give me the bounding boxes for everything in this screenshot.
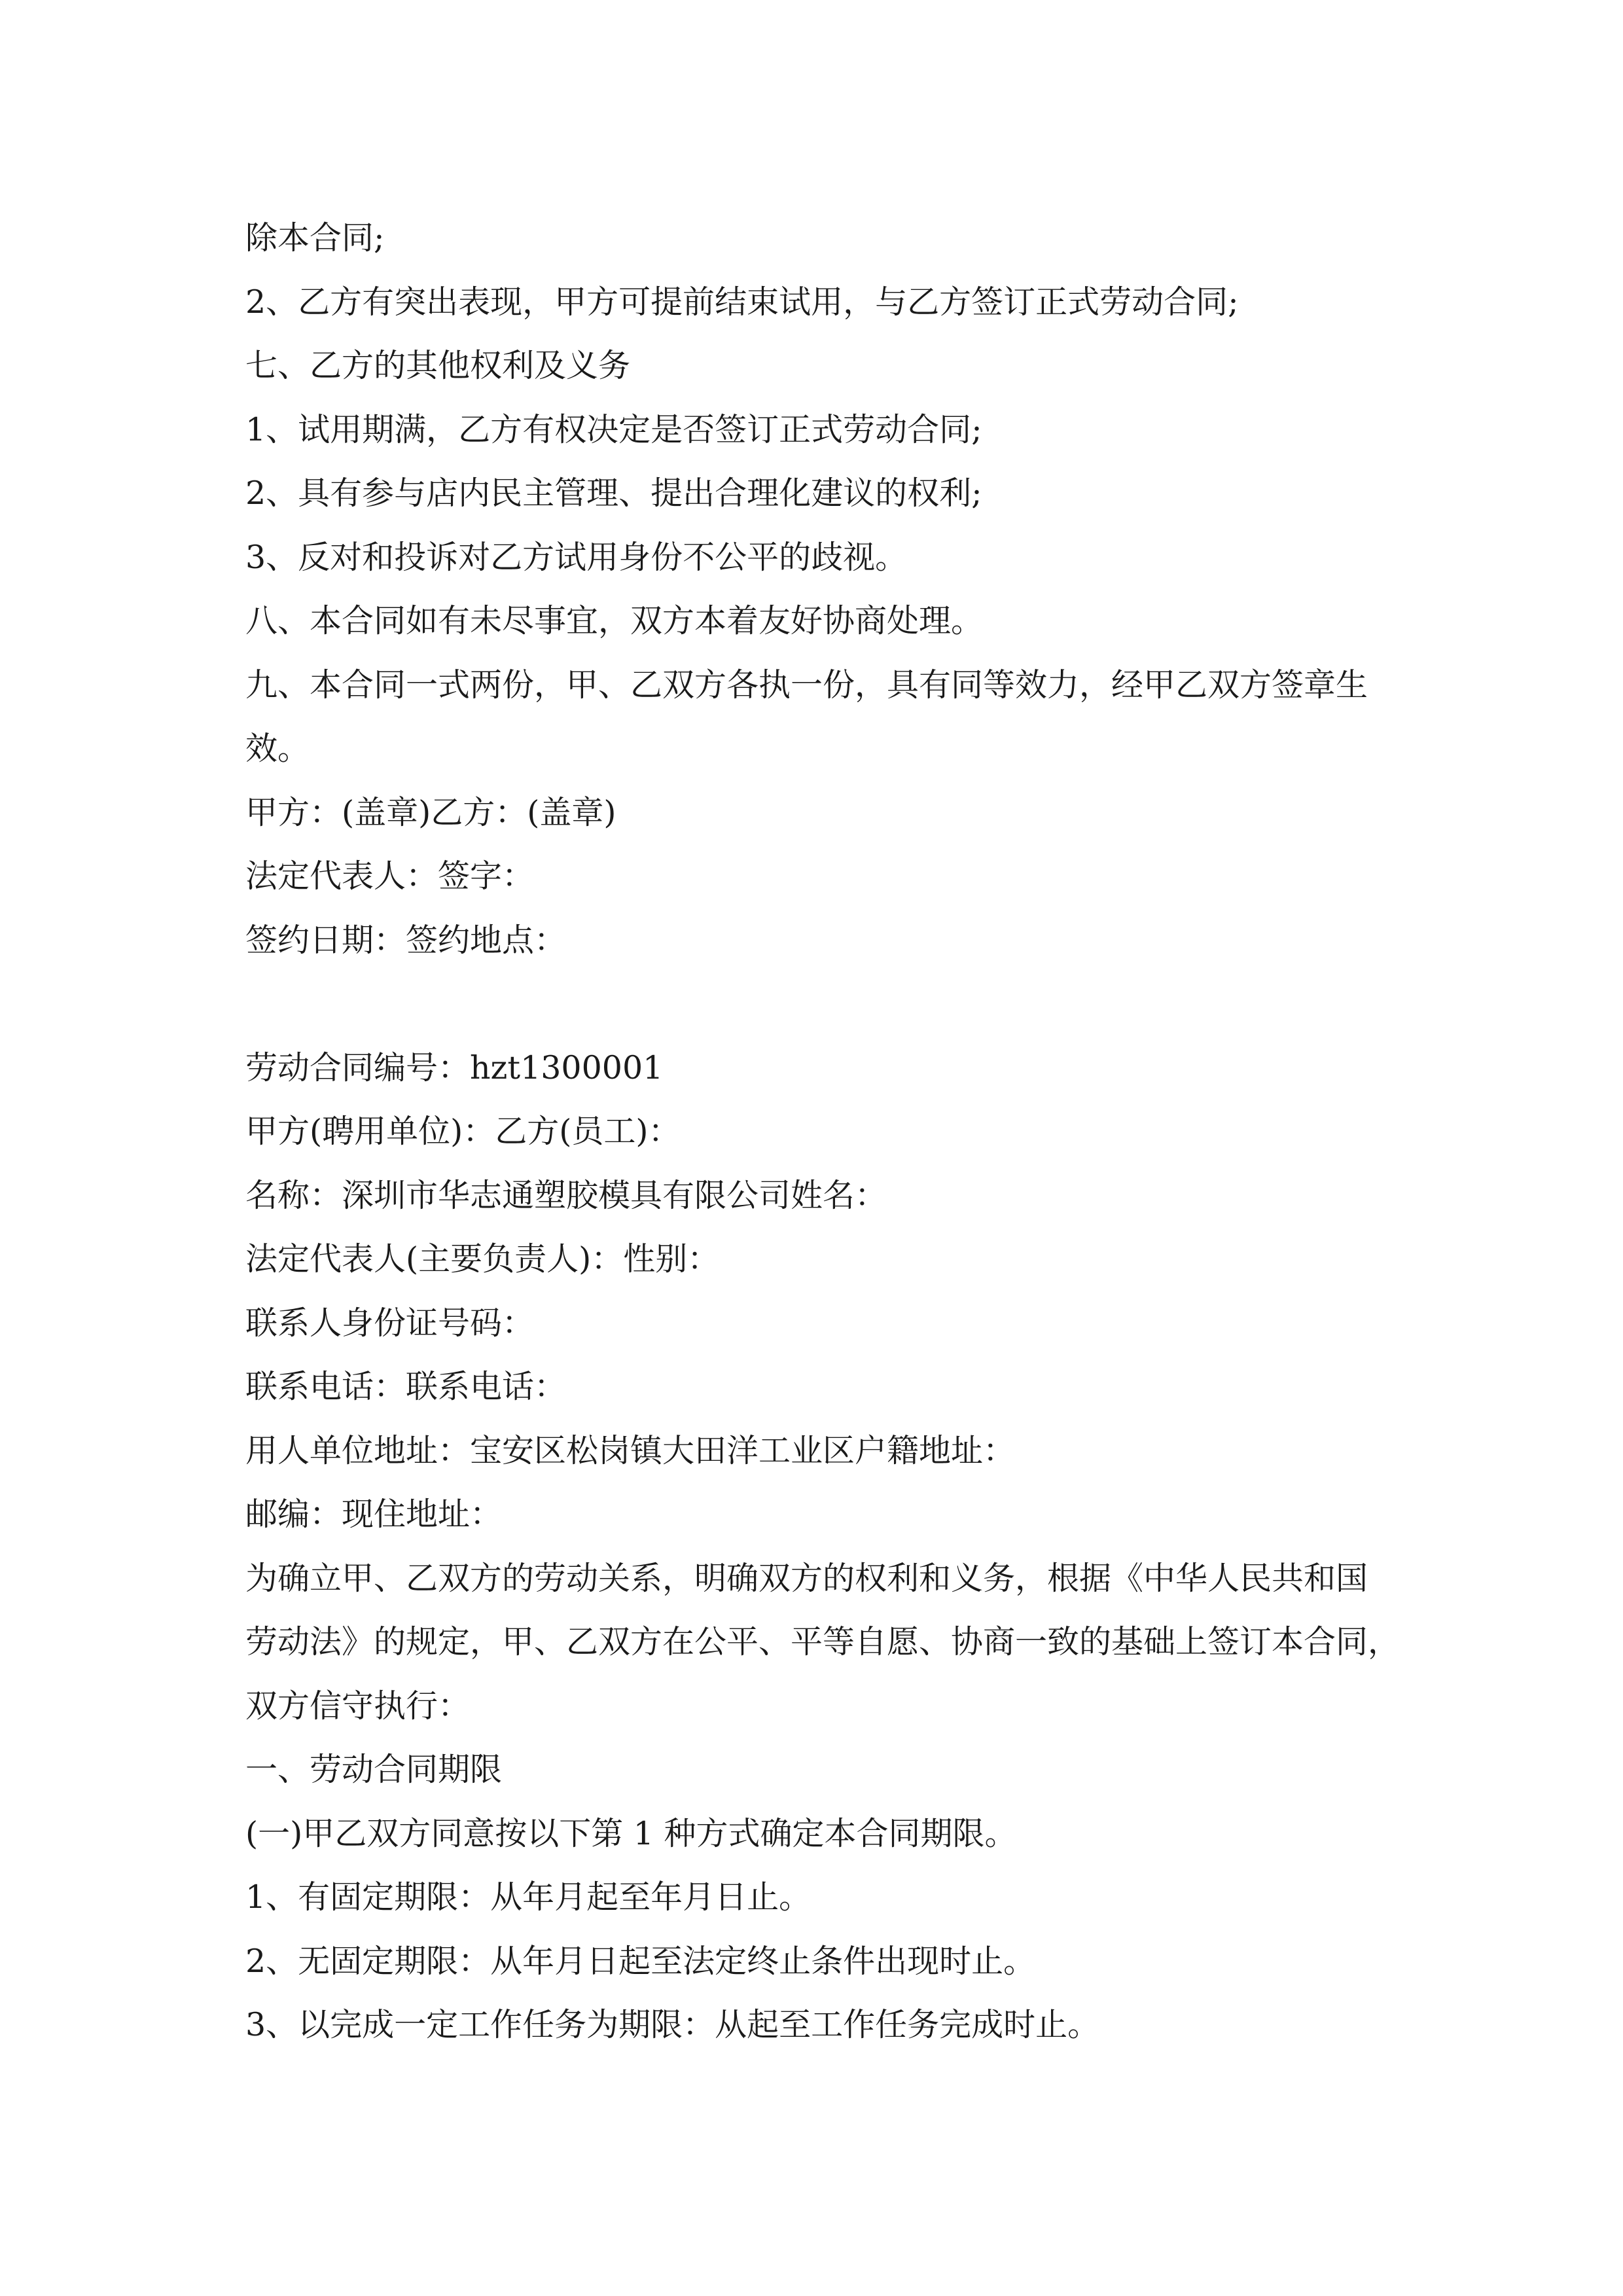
- party-line: 邮编：现住地址：: [245, 1496, 503, 1533]
- party-line: 法定代表人(主要负责人)：性别：: [245, 1240, 720, 1278]
- document-body: [245, 206, 1400, 2057]
- signature-line: 签约日期：签约地点：: [245, 921, 567, 959]
- body-line: 3、反对和投诉对乙方试用身份不公平的歧视。: [245, 538, 908, 576]
- body-line: 3、以完成一定工作任务为期限：从起至工作任务完成时止。: [245, 2006, 1100, 2043]
- body-line: 效。: [245, 730, 310, 767]
- party-line: 联系人身份证号码：: [245, 1304, 535, 1342]
- party-line: 用人单位地址：宝安区松岗镇大田洋工业区户籍地址：: [245, 1431, 1016, 1469]
- body-line: 2、无固定期限：从年月日起至法定终止条件出现时止。: [245, 1942, 1036, 1980]
- section-heading: 一、劳动合同期限: [245, 1751, 503, 1788]
- section-heading: 七、乙方的其他权利及义务: [245, 347, 631, 384]
- body-line: (一)甲乙双方同意按以下第 1 种方式确定本合同期限。: [245, 1814, 1017, 1852]
- signature-line: 法定代表人：签字：: [245, 857, 535, 895]
- section-heading: 九、本合同一式两份，甲、乙双方各执一份，具有同等效力，经甲乙双方签章生: [245, 666, 1368, 704]
- party-line: 甲方(聘用单位)：乙方(员工)：: [245, 1113, 681, 1150]
- body-line: 2、具有参与店内民主管理、提出合理化建议的权利;: [245, 475, 982, 512]
- body-line: 1、有固定期限：从年月起至年月日止。: [245, 1878, 812, 1916]
- body-line: 为确立甲、乙双方的劳动关系，明确双方的权利和义务，根据《中华人民共和国: [245, 1559, 1368, 1597]
- body-line: 2、乙方有突出表现，甲方可提前结束试用，与乙方签订正式劳动合同;: [245, 283, 1239, 321]
- body-line: 劳动法》的规定，甲、乙双方在公平、平等自愿、协商一致的基础上签订本合同，: [245, 1623, 1400, 1660]
- party-line: 联系电话：联系电话：: [245, 1368, 567, 1405]
- contract-number: 劳动合同编号：hzt1300001: [245, 1049, 664, 1086]
- body-line: 除本合同;: [245, 219, 385, 257]
- body-line: 1、试用期满，乙方有权决定是否签订正式劳动合同;: [245, 410, 982, 448]
- section-gap: [245, 972, 1387, 1036]
- section-heading: 八、本合同如有未尽事宜，双方本着友好协商处理。: [245, 602, 984, 639]
- party-line: 名称：深圳市华志通塑胶模具有限公司姓名：: [245, 1176, 887, 1214]
- signature-line: 甲方：(盖章)乙方：(盖章): [245, 793, 616, 831]
- body-line: 双方信守执行：: [245, 1687, 471, 1725]
